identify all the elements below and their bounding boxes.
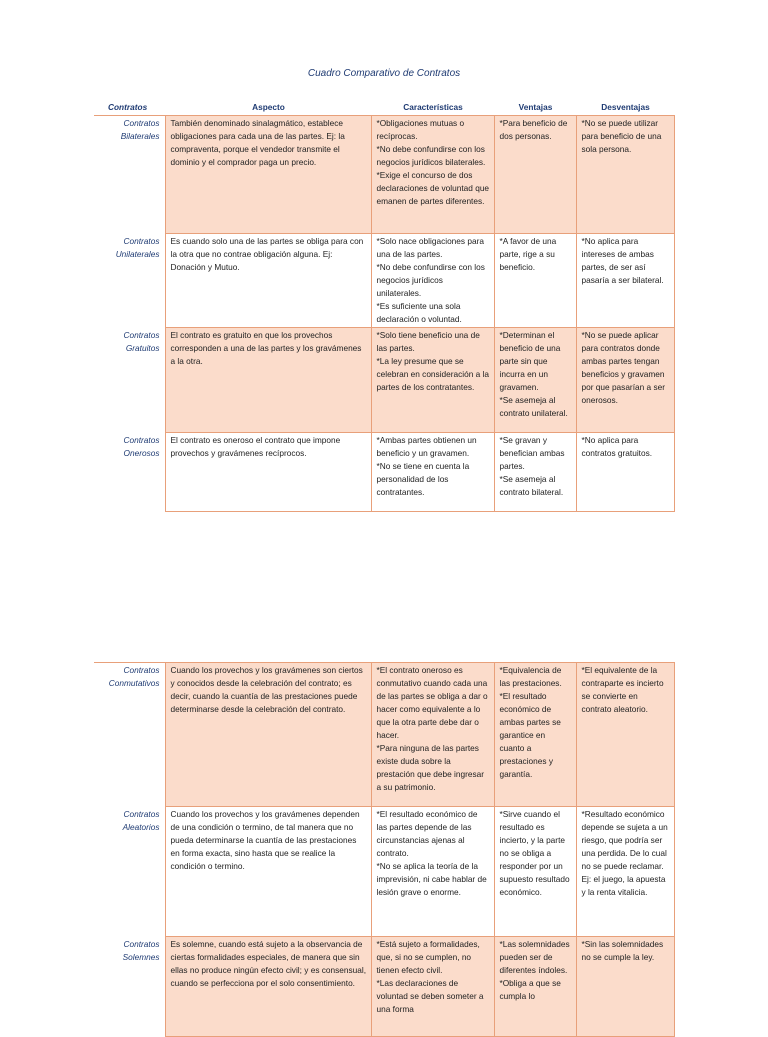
aspecto-cell: Cuando los provechos y los gravámenes son ciertos y conocidos desde la celebración del contrato; es decir, cuando la cuantía de las prestaciones puede determinarse desde la celebración del contrato. <box>165 663 371 807</box>
ventajas-cell: *A favor de una parte, rige a su beneficio. <box>494 234 576 328</box>
header-desventajas: Desventajas <box>576 101 674 116</box>
row-label: Contratos Aleatorios <box>94 807 165 937</box>
caracteristicas-cell: *Solo nace obligaciones para una de las partes. *No debe confundirse con los negocios jurídicos unilaterales. *Es suficiente una sola declaración o voluntad. <box>371 234 494 328</box>
header-row <box>94 101 674 116</box>
ventajas-cell: *Para beneficio de dos personas. <box>494 116 576 234</box>
comparison-table-2 <box>94 662 675 1037</box>
table-row <box>94 937 674 1037</box>
table-row <box>94 807 674 937</box>
caracteristicas-cell: *Está sujeto a formalidades, que, si no se cumplen, no tienen efecto civil. *Las declaraciones de voluntad se deben someter a una forma <box>371 937 494 1037</box>
desventajas-cell: *No se puede aplicar para contratos donde ambas partes tengan beneficios y gravamen por que pasarían a ser onerosos. <box>576 328 674 433</box>
comparison-table-1 <box>94 101 675 512</box>
caracteristicas-cell: *Solo tiene beneficio una de las partes. *La ley presume que se celebran en consideración a la partes de los contratantes. <box>371 328 494 433</box>
row-label: Contratos Gratuitos <box>94 328 165 433</box>
row-label: Contratos Solemnes <box>94 937 165 1037</box>
caracteristicas-cell: *El resultado económico de las partes depende de las circunstancias ajenas al contrato. *No se aplica la teoría de la imprevisión, ni cabe hablar de lesión grave o enorme. <box>371 807 494 937</box>
header-caracteristicas: Características <box>371 101 494 116</box>
ventajas-cell: *Equivalencia de las prestaciones. *El resultado económico de ambas partes se garantice en cuanto a prestaciones y garantía. <box>494 663 576 807</box>
desventajas-cell: *No aplica para intereses de ambas partes, de ser así pasaría a ser bilateral. <box>576 234 674 328</box>
row-label: Contratos Bilaterales <box>94 116 165 234</box>
caracteristicas-cell: *Ambas partes obtienen un beneficio y un gravamen. *No se tiene en cuenta la personalidad de los contratantes. <box>371 433 494 512</box>
row-label: Contratos Conmutativos <box>94 663 165 807</box>
table-row <box>94 116 674 234</box>
ventajas-cell: *Sirve cuando el resultado es incierto, y la parte no se obliga a responder por un supuesto resultado económico. <box>494 807 576 937</box>
ventajas-cell: *Determinan el beneficio de una parte sin que incurra en un gravamen. *Se asemeja al contrato unilateral. <box>494 328 576 433</box>
caracteristicas-cell: *Obligaciones mutuas o recíprocas. *No debe confundirse con los negocios jurídicos bilaterales. *Exige el concurso de dos declaraciones de voluntad que emanen de partes diferentes. <box>371 116 494 234</box>
ventajas-cell: *Las solemnidades pueden ser de diferentes índoles. *Obliga a que se cumpla lo <box>494 937 576 1037</box>
table-row <box>94 234 674 328</box>
aspecto-cell: Es cuando solo una de las partes se obliga para con la otra que no contrae obligación alguna. Ej: Donación y Mutuo. <box>165 234 371 328</box>
desventajas-cell: *No aplica para contratos gratuitos. <box>576 433 674 512</box>
aspecto-cell: También denominado sinalagmático, establece obligaciones para cada una de las partes. Ej: la compraventa, porque el vendedor transmite el dominio y el comprador paga un precio. <box>165 116 371 234</box>
aspecto-cell: El contrato es oneroso el contrato que impone provechos y gravámenes recíprocos. <box>165 433 371 512</box>
desventajas-cell: *Sin las solemnidades no se cumple la ley. <box>576 937 674 1037</box>
header-ventajas: Ventajas <box>494 101 576 116</box>
document-title: Cuadro Comparativo de Contratos <box>307 68 461 79</box>
header-contratos: Contratos <box>94 101 165 116</box>
aspecto-cell: El contrato es gratuito en que los provechos corresponden a una de las partes y los gravámenes a la otra. <box>165 328 371 433</box>
desventajas-cell: *El equivalente de la contraparte es incierto se convierte en contrato aleatorio. <box>576 663 674 807</box>
header-aspecto: Aspecto <box>165 101 371 116</box>
table-row <box>94 663 674 807</box>
ventajas-cell: *Se gravan y benefician ambas partes. *Se asemeja al contrato bilateral. <box>494 433 576 512</box>
aspecto-cell: Es solemne, cuando está sujeto a la observancia de ciertas formalidades especiales, de manera que sin ellas no produce ningún efecto civil; y es consensual, cuando se perfecciona por el solo consentimiento. <box>165 937 371 1037</box>
table-row <box>94 328 674 433</box>
row-label: Contratos Unilaterales <box>94 234 165 328</box>
aspecto-cell: Cuando los provechos y los gravámenes dependen de una condición o termino, de tal manera que no pueda determinarse la cuantía de las prestaciones en forma exacta, sino hasta que se realice la condición o termino. <box>165 807 371 937</box>
desventajas-cell: *No se puede utilizar para beneficio de una sola persona. <box>576 116 674 234</box>
row-label: Contratos Onerosos <box>94 433 165 512</box>
desventajas-cell: *Resultado económico depende se sujeta a un riesgo, que podría ser una perdida. De lo cual no se puede reclamar. Ej: el juego, la apuesta y la renta vitalicia. <box>576 807 674 937</box>
table-row <box>94 433 674 512</box>
caracteristicas-cell: *El contrato oneroso es conmutativo cuando cada una de las partes se obliga a dar o hacer como equivalente a lo que la otra parte debe dar o hacer. *Para ninguna de las partes existe duda sobre la prestación que debe ingresar a su patrimonio. <box>371 663 494 807</box>
